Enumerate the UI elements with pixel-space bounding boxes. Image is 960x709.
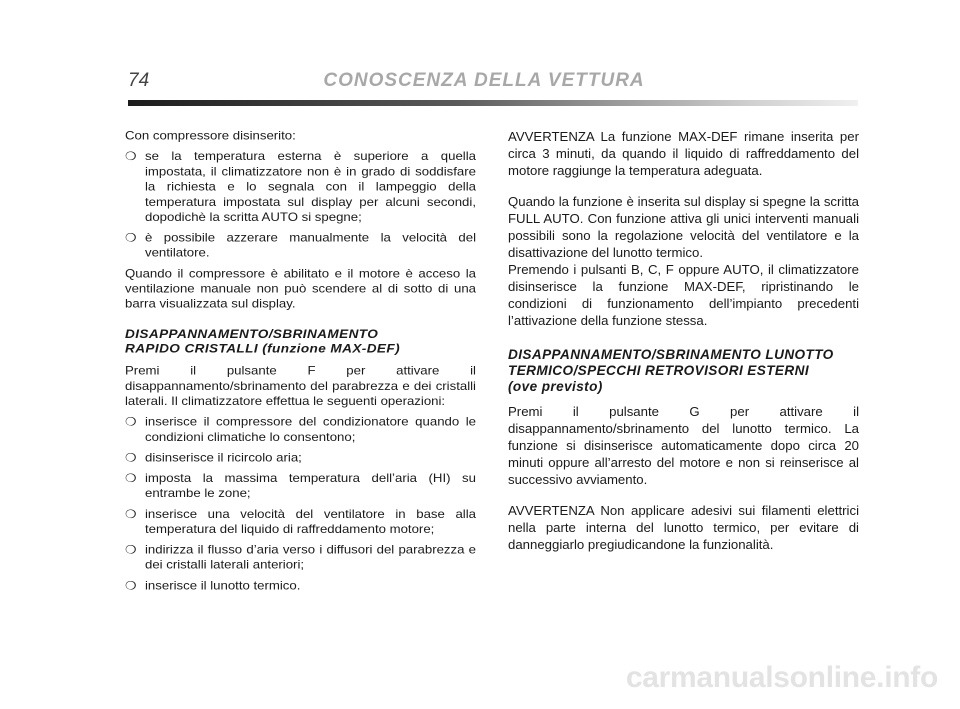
section-title: CONOSCENZA DELLA VETTURA [323, 70, 645, 91]
list-item [125, 542, 476, 572]
section-heading-rear-window [508, 347, 859, 395]
list-item [125, 578, 476, 593]
heading-line: (ove previsto) [508, 379, 603, 394]
section-heading-max-def [125, 327, 476, 356]
list-item [125, 470, 476, 500]
list-item-text: inserisce il compressore del condizionatore quando le condizioni climatiche lo consentono; [145, 414, 476, 444]
intro-text: Con compressore disinserito: [125, 128, 296, 143]
circle-bullet-icon: ❍ [125, 542, 137, 557]
left-column [125, 128, 476, 598]
heading-line: DISAPPANNAMENTO/SBRINAMENTO [125, 327, 379, 341]
list-item [125, 149, 476, 225]
list-item-text: è possibile azzerare manualmente la velocità del ventilatore. [145, 230, 476, 260]
page-number: 74 [128, 70, 150, 91]
list-item-text: imposta la massima temperatura dell’aria (HI) su entrambe le zone; [145, 471, 476, 500]
heading-line: DISAPPANNAMENTO/SBRINAMENTO LUNOTTO [508, 347, 834, 362]
circle-bullet-icon: ❍ [125, 230, 137, 245]
circle-bullet-icon: ❍ [125, 414, 137, 429]
list-item [125, 506, 476, 536]
circle-bullet-icon: ❍ [125, 578, 137, 592]
max-def-body: Premi il pulsante F per attivare il disappannamento/sbrinamento del parabrezza e dei cristalli laterali. Il climatizzatore effettua le seguenti operazioni: [125, 364, 476, 408]
right-column [508, 128, 859, 559]
bullet-list-compressor [125, 149, 476, 261]
list-item-text: disinserisce il ricircolo aria; [145, 450, 302, 465]
deactivation-paragraph: Premendo i pulsanti B, C, F oppure AUTO, il climatizzatore disinserisce la funzione MAX-DEF, ripristinando le condizioni di funzionamento dell’impianto precedenti l’attivazione della funzione stessa. [508, 262, 859, 328]
heading-line: RAPIDO CRISTALLI (funzione MAX-DEF) [125, 341, 401, 356]
heading-line: TERMICO/SPECCHI RETROVISORI ESTERNI [508, 363, 810, 378]
list-item [125, 230, 476, 260]
circle-bullet-icon: ❍ [125, 149, 137, 163]
list-item-text: se la temperatura esterna è superiore a quella impostata, il climatizzatore non è in grado di soddisfare la richiesta e lo segnala con il lampeggio della temperatura impostata sul display per alcuni secondi, dopodichè la scritta AUTO si spegne; [145, 149, 476, 224]
list-item-text: inserisce il lunotto termico. [145, 578, 301, 592]
circle-bullet-icon: ❍ [125, 450, 137, 465]
warning-max-def: AVVERTENZA La funzione MAX-DEF rimane inserita per circa 3 minuti, da quando il liquido di raffreddamento del motore raggiunge la temperatura adeguata. [508, 129, 859, 178]
full-auto-paragraph: Quando la funzione è inserita sul display si spegne la scritta FULL AUTO. Con funzione attiva gli unici interventi manuali possibili sono la regolazione velocità del ventilatore e la disattivazione del lunotto termico. [508, 194, 859, 260]
list-item [125, 450, 476, 465]
header-divider [128, 100, 858, 106]
warning-adhesives: AVVERTENZA Non applicare adesivi sui filamenti elettrici nella parte interna del lunotto termico, per evitare di danneggiarlo pregiudicandone la funzionalità. [508, 503, 859, 552]
watermark: carmanualsonline.info [625, 661, 938, 694]
list-item [125, 414, 476, 444]
list-item-text: indirizza il flusso d’aria verso i diffusori del parabrezza e dei cristalli laterali anteriori; [145, 542, 476, 572]
bullet-list-operations [125, 414, 476, 593]
circle-bullet-icon: ❍ [125, 507, 137, 521]
rear-window-body: Premi il pulsante G per attivare il disappannamento/sbrinamento del lunotto termico. La funzione si disinserisce automaticamente dopo circa 20 minuti oppure all’arresto del motore e non si reinserisce al successivo avviamento. [508, 404, 859, 487]
ventilation-paragraph: Quando il compressore è abilitato e il motore è acceso la ventilazione manuale non può scendere al di sotto di una barra visualizzata sul display. [125, 266, 476, 311]
circle-bullet-icon: ❍ [125, 471, 137, 485]
list-item-text: inserisce una velocità del ventilatore in base alla temperatura del liquido di raffreddamento motore; [145, 507, 476, 536]
